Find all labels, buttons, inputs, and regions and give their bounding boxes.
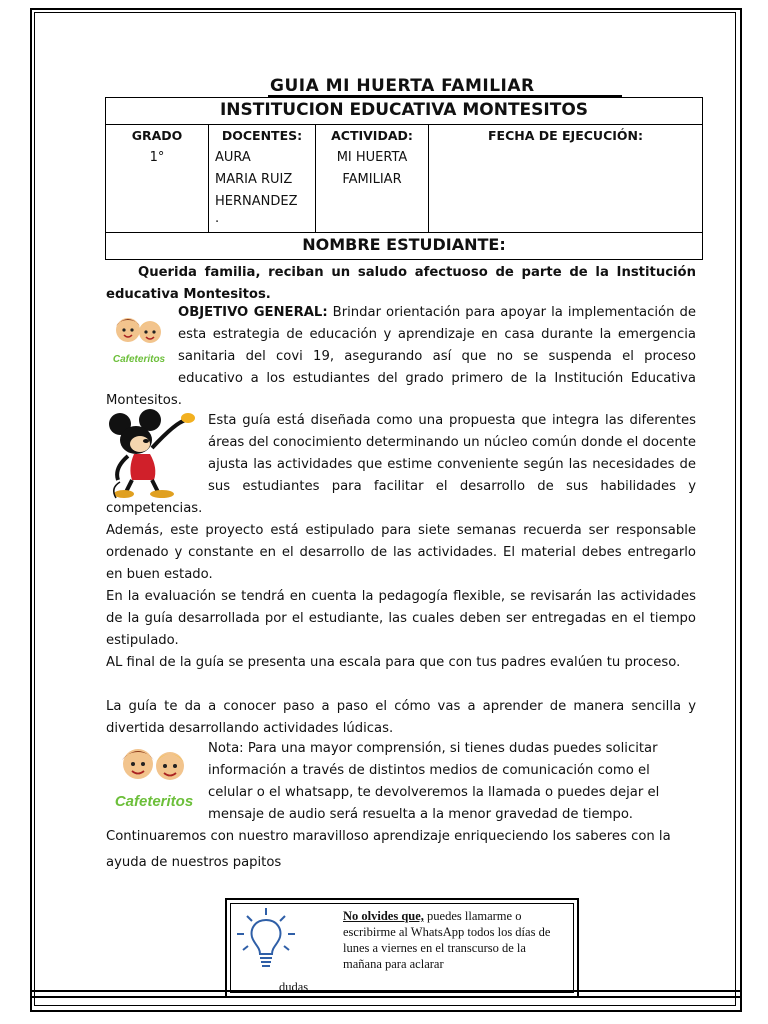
- paragraph-steps: La guía te da a conocer paso a paso el cómo vas a aprender de manera sencilla y divertida desarrollando actividades lúdicas.: [106, 699, 696, 736]
- docente-line: AURA: [215, 150, 251, 165]
- actividad-line: FAMILIAR: [342, 172, 402, 187]
- document-title: GUIA MI HUERTA FAMILIAR: [270, 76, 535, 96]
- paragraph-duration: Además, este proyecto está estipulado para siete semanas recuerda ser responsable ordenado y constante en el desarrollo de las actividades. El material debes entregarlo en buen estado.: [106, 523, 696, 582]
- page-border-bottom: [30, 990, 742, 998]
- grado-value: 1°: [149, 150, 165, 165]
- actividad-line: MI HUERTA: [336, 150, 408, 165]
- objective-text: Brindar orientación para apoyar la implementación de esta estrategia de educación y aprendizaje en casa durante la emergencia sanitaria del covi 19, asegurando así que no se suspenda el proceso educativo a los estudiantes del grado primero de la Institución Educativa Montesitos.: [106, 305, 696, 408]
- student-name-label: NOMBRE ESTUDIANTE:: [106, 233, 703, 260]
- greeting-paragraph: Querida familia, reciban un saludo afectuoso de parte de la Institución educativa Montesitos.: [106, 265, 696, 302]
- fecha-label: FECHA DE EJECUCIÓN:: [488, 128, 643, 143]
- docentes-cell: [209, 125, 316, 233]
- docente-line: HERNANDEZ: [215, 194, 298, 209]
- fecha-cell: [429, 125, 703, 233]
- grado-label: GRADO: [131, 128, 183, 143]
- note-paragraph: Nota: Para una mayor comprensión, si tienes dudas puedes solicitar información a través de distintos medios de comunicación como el celular o el whatsapp, te devolveremos la llamada o puedes dejar el mensaje de audio será resuelta a la menor gravedad de tiempo.: [208, 741, 660, 822]
- docentes-label: DOCENTES:: [221, 128, 303, 143]
- guide-text: Esta guía está diseñada como una propuesta que integra las diferentes áreas del conocimiento determinando un núcleo común donde el docente ajusta las actividades que estime conveniente según las necesidades de sus estudiantes para facilitar el desarrollo de sus habilidades y competencias.: [106, 413, 696, 516]
- grado-cell: [106, 125, 209, 233]
- closing-paragraph: Continuaremos con nuestro maravilloso aprendizaje enriqueciendo los saberes con la ayuda de nuestros papitos: [106, 829, 671, 870]
- header-table: [105, 97, 703, 260]
- objective-paragraph: [106, 302, 696, 412]
- reminder-tail: dudas: [279, 980, 309, 994]
- logo-text: Cafeteritos: [112, 354, 166, 365]
- guide-paragraph: [106, 410, 696, 520]
- docente-line: .: [215, 211, 220, 226]
- reminder-box: [225, 898, 579, 998]
- actividad-cell: [316, 125, 429, 233]
- docente-line: MARIA RUIZ: [215, 172, 293, 187]
- reminder-emphasis: No olvides que,: [343, 909, 424, 923]
- reminder-text: [343, 908, 565, 972]
- actividad-label: ACTIVIDAD:: [331, 128, 413, 143]
- kids-logo-icon: [106, 742, 202, 818]
- logo-text: Cafeteritos: [114, 793, 194, 810]
- objective-label: OBJETIVO GENERAL:: [178, 305, 328, 320]
- paragraph-evaluation: En la evaluación se tendrá en cuenta la pedagogía flexible, se revisarán las actividades de la guía desarrollada por el estudiante, las cuales deben ser entregadas en el tiempo estipulado.: [106, 589, 696, 648]
- reminder-body: puedes llamarme o escribirme al WhatsApp todos los días de lunes a viernes en el transcurso de la mañana para aclarar: [343, 909, 551, 971]
- paragraph-scale: AL final de la guía se presenta una escala para que con tus padres evalúen tu proceso.: [106, 655, 681, 670]
- school-name: INSTITUCION EDUCATIVA MONTESITOS: [106, 98, 703, 125]
- lightbulb-icon: [233, 906, 299, 972]
